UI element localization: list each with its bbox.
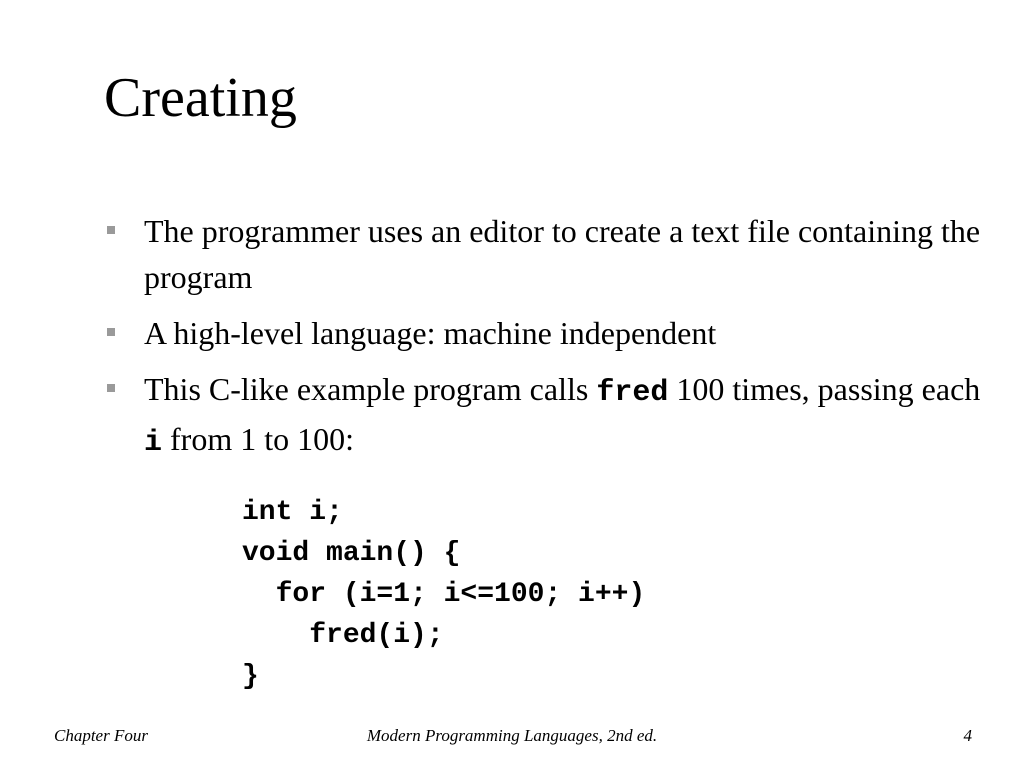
square-bullet-icon	[107, 384, 115, 392]
code-line: void main() {	[242, 538, 461, 569]
code-line: int i;	[242, 497, 343, 528]
inline-code-i: i	[144, 426, 163, 460]
code-line: fred(i);	[242, 620, 444, 651]
bullet-item	[104, 208, 984, 300]
code-line: }	[242, 661, 259, 692]
bullet-text: The programmer uses an editor to create a text file containing the program	[144, 213, 981, 295]
bullet-list	[104, 208, 984, 476]
bullet-item	[104, 366, 984, 466]
bullet-text: A high-level language: machine independent	[144, 315, 717, 351]
slide-title: Creating	[104, 67, 297, 129]
bullet-text: This C-like example program calls	[144, 371, 597, 407]
bullet-text: from 1 to 100:	[162, 421, 354, 457]
bullet-item	[104, 310, 984, 356]
footer-page-number: 4	[963, 726, 972, 745]
code-block	[242, 492, 645, 697]
bullet-text: 100 times, passing each	[668, 371, 981, 407]
square-bullet-icon	[107, 226, 115, 234]
inline-code-fred: fred	[596, 376, 669, 410]
footer-chapter: Chapter Four	[54, 726, 148, 745]
code-line: for (i=1; i<=100; i++)	[242, 579, 646, 610]
footer-book-title: Modern Programming Languages, 2nd ed.	[366, 726, 658, 745]
square-bullet-icon	[107, 328, 115, 336]
